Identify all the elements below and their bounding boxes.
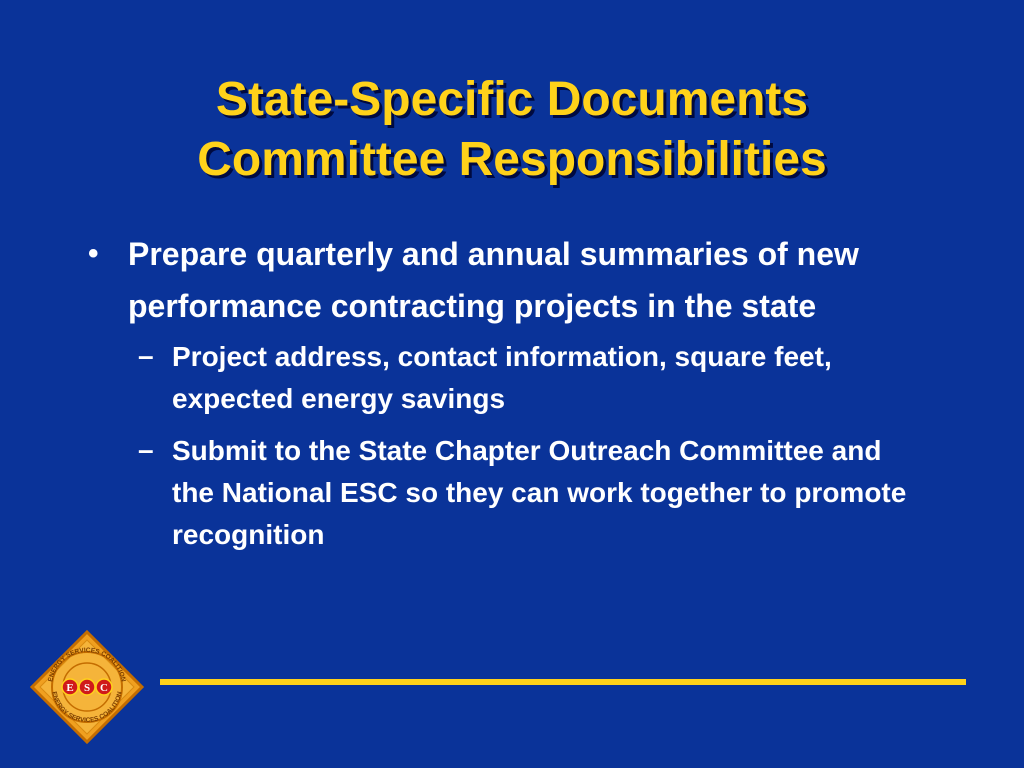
- esc-logo: [30, 630, 144, 744]
- title-line-1: State-Specific Documents: [215, 73, 809, 126]
- bullet-marker: •: [88, 237, 99, 270]
- slide-title: [0, 70, 1024, 190]
- sub-bullet-item: [88, 336, 918, 420]
- divider-rule: [160, 679, 966, 685]
- logo-ring-text-bottom: ENERGY SERVICES COALITION: [50, 691, 124, 725]
- sub-bullet-text: Submit to the State Chapter Outreach Committee and the National ESC so they can work together to promote recognition: [172, 435, 907, 550]
- dash-marker: –: [138, 434, 154, 465]
- bullet-item: [88, 228, 918, 332]
- logo-letter-e: E: [66, 682, 74, 694]
- sub-bullet-text: Project address, contact information, square feet, expected energy savings: [172, 341, 832, 414]
- logo-ring-text-top: ENERGY SERVICES COALITION: [47, 646, 127, 683]
- logo-letter-s: S: [83, 682, 91, 694]
- logo-letter-c: C: [100, 682, 108, 694]
- slide-body: [88, 228, 918, 556]
- dash-marker: –: [138, 340, 154, 371]
- sub-bullet-item: [88, 430, 918, 556]
- bullet-text: Prepare quarterly and annual summaries of new performance contracting projects in the state: [128, 236, 859, 324]
- title-line-2: Committee Responsibilities: [197, 133, 827, 186]
- sub-bullet-list: [88, 336, 918, 556]
